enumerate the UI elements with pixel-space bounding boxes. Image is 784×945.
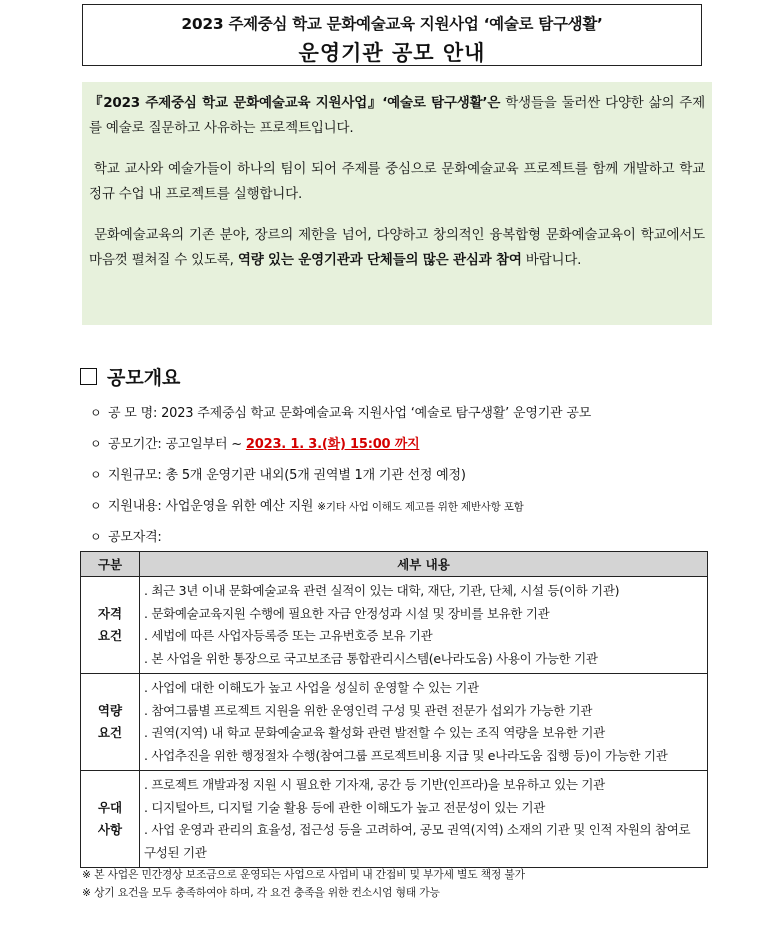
value: 2023 주제중심 학교 문화예술교육 지원사업 ‘예술로 탐구생활’ 운영기관 공모 — [161, 406, 592, 421]
category-line: 우대 — [97, 800, 123, 815]
footnote: ※ 상기 요건을 모두 충족하여야 하며, 각 요건 충족을 위한 컨소시엄 형태 가능 — [82, 886, 440, 899]
bullet-icon: ㅇ — [90, 406, 102, 420]
list-item-qualification — [90, 522, 730, 553]
table-row — [81, 771, 708, 868]
title-box — [82, 4, 702, 66]
value: 지원규모: 총 5개 운영기관 내외(5개 권역별 1개 기관 선정 예정) — [108, 468, 466, 483]
footnote: ※ 본 사업은 민간경상 보조금으로 운영되는 사업으로 사업비 내 간접비 및 부가세 별도 책정 불가 — [82, 868, 525, 881]
label: 공모기간: 공고일부터 ~ — [108, 437, 246, 452]
overview-list — [90, 398, 730, 553]
bullet-icon: ㅇ — [90, 499, 102, 513]
detail-item: . 본 사업을 위한 통장으로 국고보조금 통합관리시스템(e나라도움) 사용이 가능한 기관 — [144, 650, 598, 666]
intro-box — [82, 82, 712, 325]
note: ※기타 사업 이해도 제고를 위한 제반사항 포함 — [317, 501, 524, 513]
deadline: 2023. 1. 3.(화) 15:00 까지 — [245, 437, 420, 452]
list-item-content — [90, 491, 730, 522]
detail-cell — [140, 577, 708, 674]
table-header-row — [81, 552, 708, 577]
label: 공모자격: — [108, 530, 162, 545]
intro-paragraph-3 — [89, 223, 705, 273]
label: 지원내용: 사업운영을 위한 예산 지원 — [108, 499, 318, 514]
category-line: 자격 — [97, 606, 123, 621]
list-item-scale — [90, 460, 730, 491]
detail-item: . 문화예술교육지원 수행에 필요한 자금 안정성과 시설 및 장비를 보유한 기관 — [144, 605, 550, 621]
section-title: 공모개요 — [107, 367, 181, 389]
bullet-icon: ㅇ — [90, 530, 102, 544]
title-line-1: 2023 주제중심 학교 문화예술교육 지원사업 ‘예술로 탐구생활’ — [181, 15, 603, 33]
detail-item: . 사업에 대한 이해도가 높고 사업을 성실히 운영할 수 있는 기관 — [144, 680, 479, 695]
table-row — [81, 577, 708, 674]
detail-item: . 참여그룹별 프로젝트 지원을 위한 운영인력 구성 및 관련 전문가 섭외가 가능한 기관 — [144, 702, 593, 718]
footnotes — [82, 866, 525, 902]
category-cell — [81, 771, 140, 868]
table-row — [81, 674, 708, 771]
checkbox-square-icon — [80, 368, 97, 385]
intro-p1-text: 학생들을 둘러싼 다양한 삶의 주제를 예술로 질문하고 사유하는 프로젝트입니다. — [89, 95, 705, 136]
intro-paragraph-1 — [89, 91, 705, 141]
category-line: 사항 — [97, 822, 123, 837]
label: 공 모 명: — [108, 406, 162, 421]
section-heading — [80, 363, 180, 390]
header-category: 구분 — [81, 552, 140, 577]
header-detail: 세부 내용 — [140, 552, 708, 577]
intro-p2-text: 학교 교사와 예술가들이 하나의 팀이 되어 주제를 중심으로 문화예술교육 프로젝트를 함께 개발하고 학교 정규 수업 내 프로젝트를 실행합니다. — [89, 161, 706, 202]
title-line-2: 운영기관 공모 안내 — [298, 41, 486, 65]
detail-item: . 사업추진을 위한 행정절차 수행(참여그룹 프로젝트비용 지급 및 e나라도움 집행 등)이 가능한 기관 — [144, 747, 668, 763]
detail-item: . 사업 운영과 관리의 효율성, 접근성 등을 고려하여, 공모 권역(지역) 소재의 기관 및 인적 자원의 참여로 구성된 기관 — [144, 822, 691, 860]
intro-p3-end: 바랍니다. — [521, 252, 582, 268]
category-line: 요건 — [97, 725, 123, 740]
intro-project-name: 『2023 주제중심 학교 문화예술교육 지원사업』‘예술로 탐구생활’은 — [89, 95, 501, 111]
requirements-table — [80, 551, 708, 868]
intro-p3-bold: 역량 있는 운영기관과 단체들의 많은 관심과 참여 — [237, 252, 522, 268]
intro-p3-text: 문화예술교육의 기존 분야, 장르의 제한을 넘어, 다양하고 창의적인 융복합형 문화예술교육이 학교에서도 마음껏 펼쳐질 수 있도록, — [89, 227, 705, 268]
detail-item: . 권역(지역) 내 학교 문화예술교육 활성화 관련 발전할 수 있는 조직 역량을 보유한 기관 — [144, 725, 605, 740]
detail-cell — [140, 771, 708, 868]
category-line: 역량 — [97, 703, 123, 718]
intro-paragraph-2 — [89, 157, 705, 207]
bullet-icon: ㅇ — [90, 468, 102, 482]
list-item-period — [90, 429, 730, 460]
detail-item: . 최근 3년 이내 문화예술교육 관련 실적이 있는 대학, 재단, 기관, 단체, 시설 등(이하 기관) — [144, 583, 620, 598]
category-cell — [81, 577, 140, 674]
detail-item: . 프로젝트 개발과정 지원 시 필요한 기자재, 공간 등 기반(인프라)을 보유하고 있는 기관 — [144, 777, 605, 792]
category-cell — [81, 674, 140, 771]
list-item-name — [90, 398, 730, 429]
detail-item: . 세법에 따른 사업자등록증 또는 고유번호증 보유 기관 — [144, 628, 433, 643]
detail-cell — [140, 674, 708, 771]
detail-item: . 디지털아트, 디지털 기술 활용 등에 관한 이해도가 높고 전문성이 있는 기관 — [144, 799, 546, 815]
bullet-icon: ㅇ — [90, 437, 102, 451]
category-line: 요건 — [97, 628, 123, 643]
